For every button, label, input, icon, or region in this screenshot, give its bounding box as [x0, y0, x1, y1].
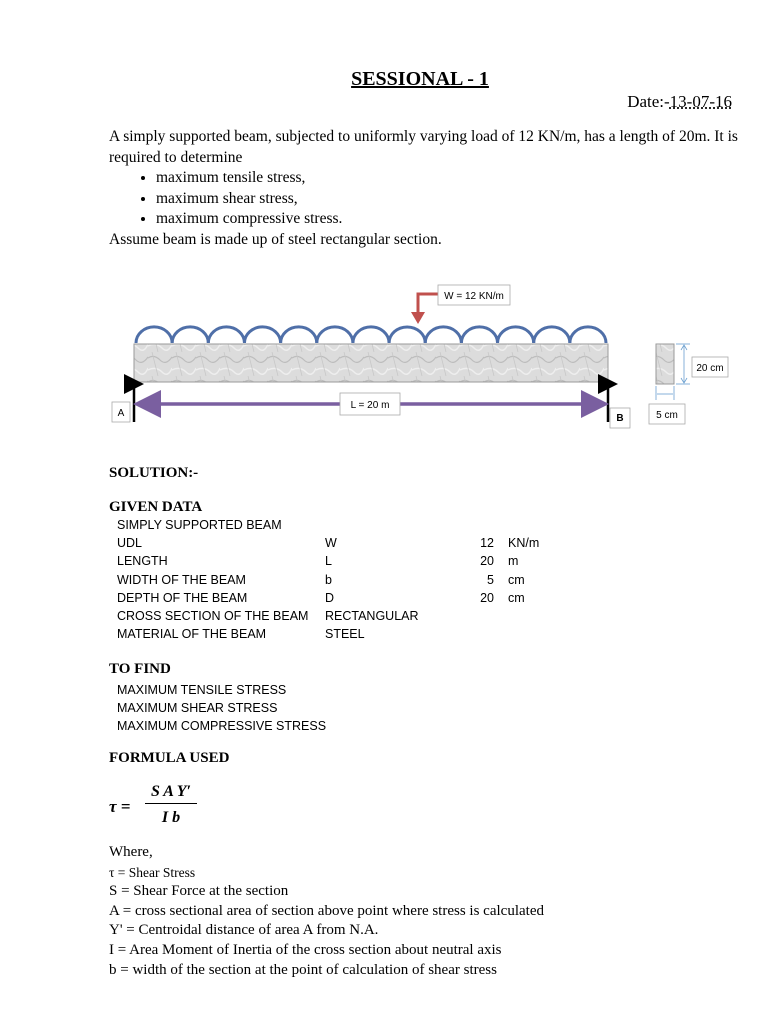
to-find-item: MAXIMUM TENSILE STRESS [117, 683, 287, 697]
definition-line: A = cross sectional area of section above point where stress is calculated [109, 902, 544, 919]
load-arc [498, 327, 534, 343]
bullet-compressive: • maximum compressive stress. [156, 209, 739, 230]
given-data-row [117, 518, 617, 536]
load-arc [136, 327, 172, 343]
formula-denominator: I b [161, 809, 181, 826]
given-symbol: L [325, 554, 332, 569]
beam-body [134, 344, 608, 382]
load-arc [461, 327, 497, 343]
load-arc [353, 327, 389, 343]
load-arc [425, 327, 461, 343]
given-value: 20 [480, 554, 494, 569]
problem-assumption: Assume beam is made up of steel rectangular section. [109, 230, 442, 248]
given-value: 20 [480, 590, 494, 605]
given-label: SIMPLY SUPPORTED BEAM [117, 518, 282, 532]
date-prefix: Date:- [627, 92, 670, 111]
formula-lhs: τ = [109, 797, 131, 816]
given-data-row [117, 591, 617, 609]
definition-line: I = Area Moment of Inertia of the cross section about neutral axis [109, 941, 502, 958]
given-label: UDL [117, 536, 143, 551]
distributed-load-arcs [136, 327, 606, 343]
load-arc [317, 327, 353, 343]
cross-section [656, 344, 674, 384]
symbol-definitions [109, 843, 749, 980]
bullet-shear: • maximum shear stress, [156, 189, 739, 210]
given-unit: m [508, 554, 519, 569]
definition-line: τ = Shear Stress [109, 864, 196, 880]
load-arc [172, 327, 208, 343]
given-symbol: D [325, 590, 335, 605]
to-find-item: MAXIMUM SHEAR STRESS [117, 701, 278, 715]
depth-label: 20 cm [696, 363, 724, 374]
given-symbol: STEEL [325, 627, 365, 642]
given-label: LENGTH [117, 554, 168, 569]
given-symbol: W [325, 536, 337, 551]
length-label: L = 20 m [350, 400, 390, 411]
given-label: CROSS SECTION OF THE BEAM [117, 609, 309, 623]
load-label: W = 12 KN/m [444, 291, 504, 302]
problem-statement [109, 127, 739, 250]
given-data-row [117, 609, 617, 627]
given-unit: cm [508, 572, 525, 587]
given-data-row [117, 536, 617, 554]
load-arc [281, 327, 317, 343]
load-arc [534, 327, 570, 343]
given-unit: cm [508, 590, 525, 605]
support-b-label: B [616, 413, 624, 424]
load-arc [244, 327, 280, 343]
to-find-heading: TO FIND [109, 661, 171, 677]
definition-line: Where, [109, 844, 153, 860]
beam-diagram [100, 280, 740, 440]
given-label: MATERIAL OF THE BEAM [117, 627, 267, 642]
given-symbol: b [325, 572, 332, 587]
to-find-list [117, 681, 326, 735]
given-label: DEPTH OF THE BEAM [117, 590, 248, 605]
formula-heading: FORMULA USED [109, 750, 230, 766]
bullet-tensile: • maximum tensile stress, [156, 168, 739, 189]
solution-heading: SOLUTION:- [109, 465, 199, 481]
date-line [627, 92, 732, 112]
load-arc [570, 327, 606, 343]
shear-stress-formula [109, 780, 249, 830]
given-label: WIDTH OF THE BEAM [117, 572, 246, 587]
definition-line: Y' = Centroidal distance of area A from N.A. [109, 922, 379, 939]
given-data-row [117, 554, 617, 572]
given-symbol: RECTANGULAR [325, 609, 419, 623]
given-value: 12 [480, 536, 494, 551]
problem-bullets [109, 168, 739, 230]
page-title: SESSIONAL - 1 [351, 68, 489, 90]
problem-intro: A simply supported beam, subjected to uniformly varying load of 12 KN/m, has a length of 20m. It is required to determine [109, 128, 738, 166]
given-data-heading: GIVEN DATA [109, 499, 203, 515]
support-a-label: A [117, 408, 125, 419]
load-arrow [411, 294, 438, 324]
given-value: 5 [487, 572, 494, 587]
given-data-row [117, 573, 617, 591]
definition-line: S = Shear Force at the section [109, 883, 289, 900]
load-arc [389, 327, 425, 343]
width-label: 5 cm [656, 410, 678, 421]
date-value: 13-07-16 [669, 92, 732, 111]
formula-numerator: S A Y′ [145, 783, 197, 804]
to-find-item: MAXIMUM COMPRESSIVE STRESS [117, 719, 327, 733]
load-arc [208, 327, 244, 343]
given-unit: KN/m [508, 536, 540, 551]
definition-line: b = width of the section at the point of calculation of shear stress [109, 961, 497, 978]
given-data-row [117, 627, 617, 645]
